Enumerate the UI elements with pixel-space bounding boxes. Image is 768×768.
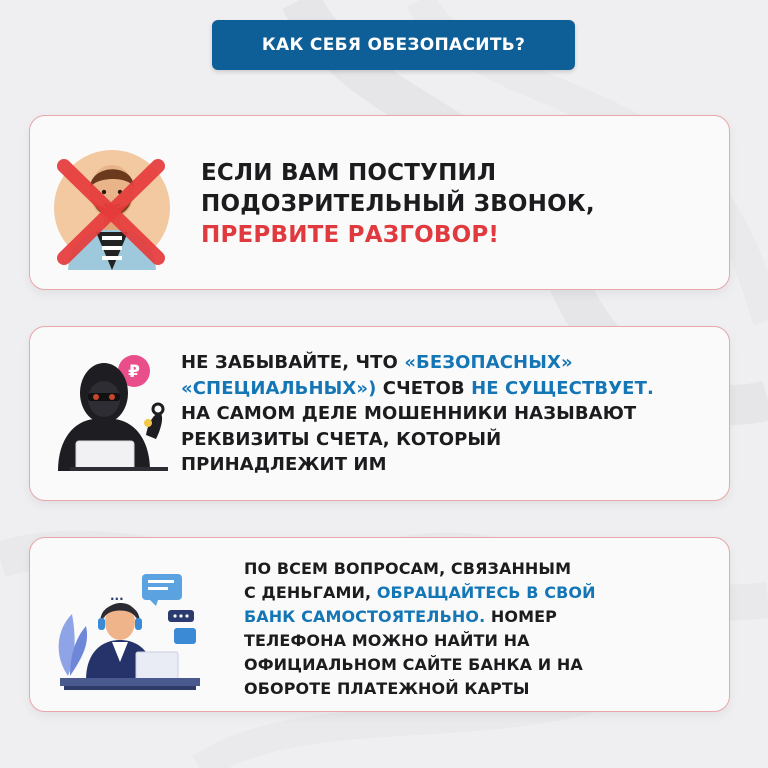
tip-line-text: ПОДОЗРИТЕЛЬНЫЙ ЗВОНОК,	[201, 191, 595, 217]
tip-line	[181, 452, 654, 478]
tip-line-text: ПО ВСЕМ ВОПРОСАМ, СВЯЗАННЫМ	[244, 559, 572, 578]
tip-line	[181, 427, 654, 453]
tip-line	[244, 557, 596, 581]
tip-line-text: ОФИЦИАЛЬНОМ САЙТЕ БАНКА И НА	[244, 655, 583, 674]
tip-line-highlight: НЕ СУЩЕСТВУЕТ.	[471, 377, 654, 399]
tip-line-text: ЕСЛИ ВАМ ПОСТУПИЛ	[201, 160, 497, 186]
tip-line	[244, 605, 596, 629]
tip-line-text: С ДЕНЬГАМИ,	[244, 583, 377, 602]
tip-line	[181, 350, 654, 376]
tip-line-highlight: ПРЕРВИТЕ РАЗГОВОР!	[201, 222, 500, 248]
page-title: КАК СЕБЯ ОБЕЗОПАСИТЬ?	[212, 20, 575, 70]
tip-line-text: НОМЕР	[485, 607, 557, 626]
bank-operator-with-headset-icon	[46, 566, 206, 690]
tip-line	[181, 376, 654, 402]
tip-line-text: НА САМОМ ДЕЛЕ МОШЕННИКИ НАЗЫВАЮТ	[181, 403, 637, 424]
tip-line	[201, 220, 595, 251]
tip-line-text: ОБОРОТЕ ПЛАТЕЖНОЙ КАРТЫ	[244, 679, 530, 698]
tip-line	[201, 189, 595, 220]
tip-line-highlight: «СПЕЦИАЛЬНЫХ»)	[181, 377, 377, 399]
tip-card-contact-bank	[29, 537, 730, 712]
tip-line-highlight: ОБРАЩАЙТЕСЬ В СВОЙ	[376, 583, 596, 602]
tip-line	[244, 653, 596, 677]
tip-text	[181, 350, 654, 478]
tip-line-text: ПРИНАДЛЕЖИТ ИМ	[181, 454, 387, 475]
tip-line-text: СЧЕТОВ	[376, 377, 472, 399]
tip-line	[201, 158, 595, 189]
man-with-red-cross-icon	[50, 136, 174, 270]
tip-card-hang-up	[29, 115, 730, 290]
tip-line-text: РЕКВИЗИТЫ СЧЕТА, КОТОРЫЙ	[181, 428, 502, 450]
tip-line	[181, 401, 654, 427]
hacker-with-ruble-coin-icon	[50, 347, 170, 471]
tip-line-highlight: БАНК САМОСТОЯТЕЛЬНО.	[244, 607, 486, 626]
svg-text:₽: ₽	[128, 362, 140, 382]
tip-line-highlight: «БЕЗОПАСНЫХ»	[404, 352, 573, 373]
tip-line-text: НЕ ЗАБЫВАЙТЕ, ЧТО	[181, 352, 405, 373]
svg-text:...: ...	[110, 589, 124, 603]
tip-line	[244, 581, 596, 605]
tip-line	[244, 629, 596, 653]
tip-card-safe-accounts	[29, 326, 730, 501]
tip-line	[244, 677, 596, 701]
tip-line-text: ТЕЛЕФОНА МОЖНО НАЙТИ НА	[244, 631, 530, 650]
tip-text	[201, 158, 595, 251]
tip-text	[244, 557, 596, 701]
